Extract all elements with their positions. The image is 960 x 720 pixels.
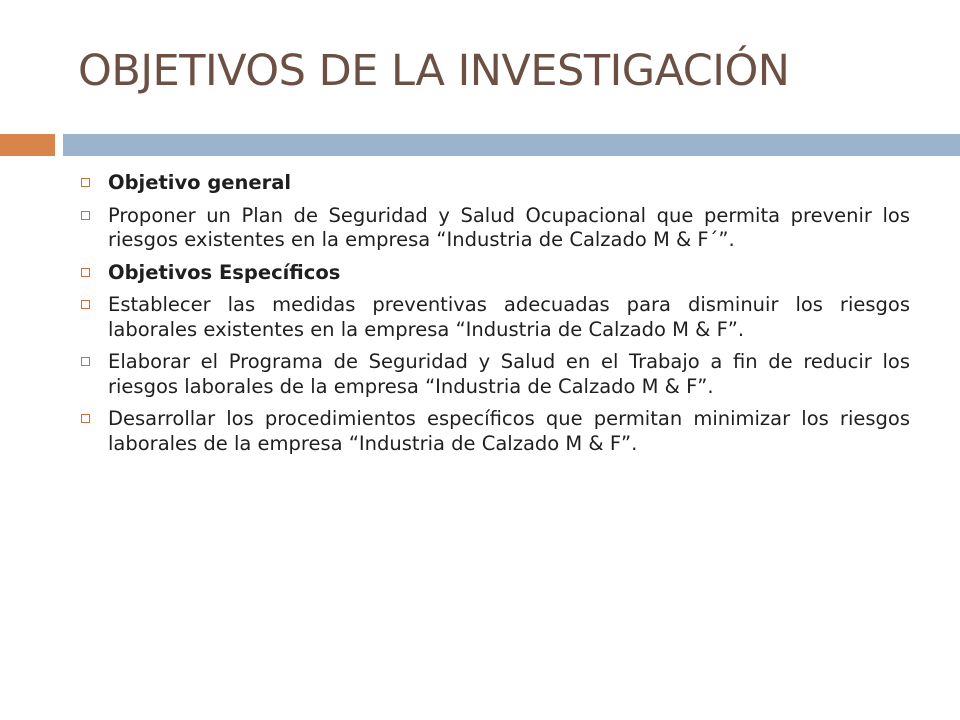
list-item-general-objective bbox=[78, 204, 910, 253]
list-item-text: Objetivo general bbox=[108, 171, 292, 194]
list-item-specific-objective-1 bbox=[78, 293, 910, 342]
square-bullet-icon bbox=[81, 178, 90, 187]
square-bullet-icon bbox=[81, 211, 90, 220]
list-item-text: Establecer las medidas preventivas adecuadas para disminuir los riesgos laborales existentes en la empresa “Industria de Calzado M & F”. bbox=[108, 293, 910, 341]
list-item-text: Elaborar el Programa de Seguridad y Salud en el Trabajo a fin de reducir los riesgos laborales de la empresa “Industria de Calzado M & F”. bbox=[108, 350, 910, 398]
list-item-text: Desarrollar los procedimientos específicos que permitan minimizar los riesgos laborales de la empresa “Industria de Calzado M & F”. bbox=[108, 407, 910, 455]
list-item-objetivo-general bbox=[78, 171, 910, 196]
square-bullet-icon bbox=[81, 300, 90, 309]
list-item-specific-objective-3 bbox=[78, 407, 910, 456]
list-item-text: Objetivos Específicos bbox=[108, 260, 341, 284]
bullet-list bbox=[78, 171, 910, 464]
list-item-specific-objective-2 bbox=[78, 350, 910, 399]
accent-bar bbox=[0, 134, 55, 156]
list-item-text: Proponer un Plan de Seguridad y Salud Ocupacional que permita prevenir los riesgos existentes en la empresa “Industria de Calzado M & F´”. bbox=[108, 203, 910, 251]
square-bullet-icon bbox=[81, 268, 90, 277]
list-item-objetivos-especificos bbox=[78, 261, 910, 286]
title-rule-bar bbox=[63, 134, 960, 156]
square-bullet-icon bbox=[81, 357, 90, 366]
slide-title: OBJETIVOS DE LA INVESTIGACIÓN bbox=[78, 46, 790, 96]
square-bullet-icon bbox=[81, 414, 90, 423]
